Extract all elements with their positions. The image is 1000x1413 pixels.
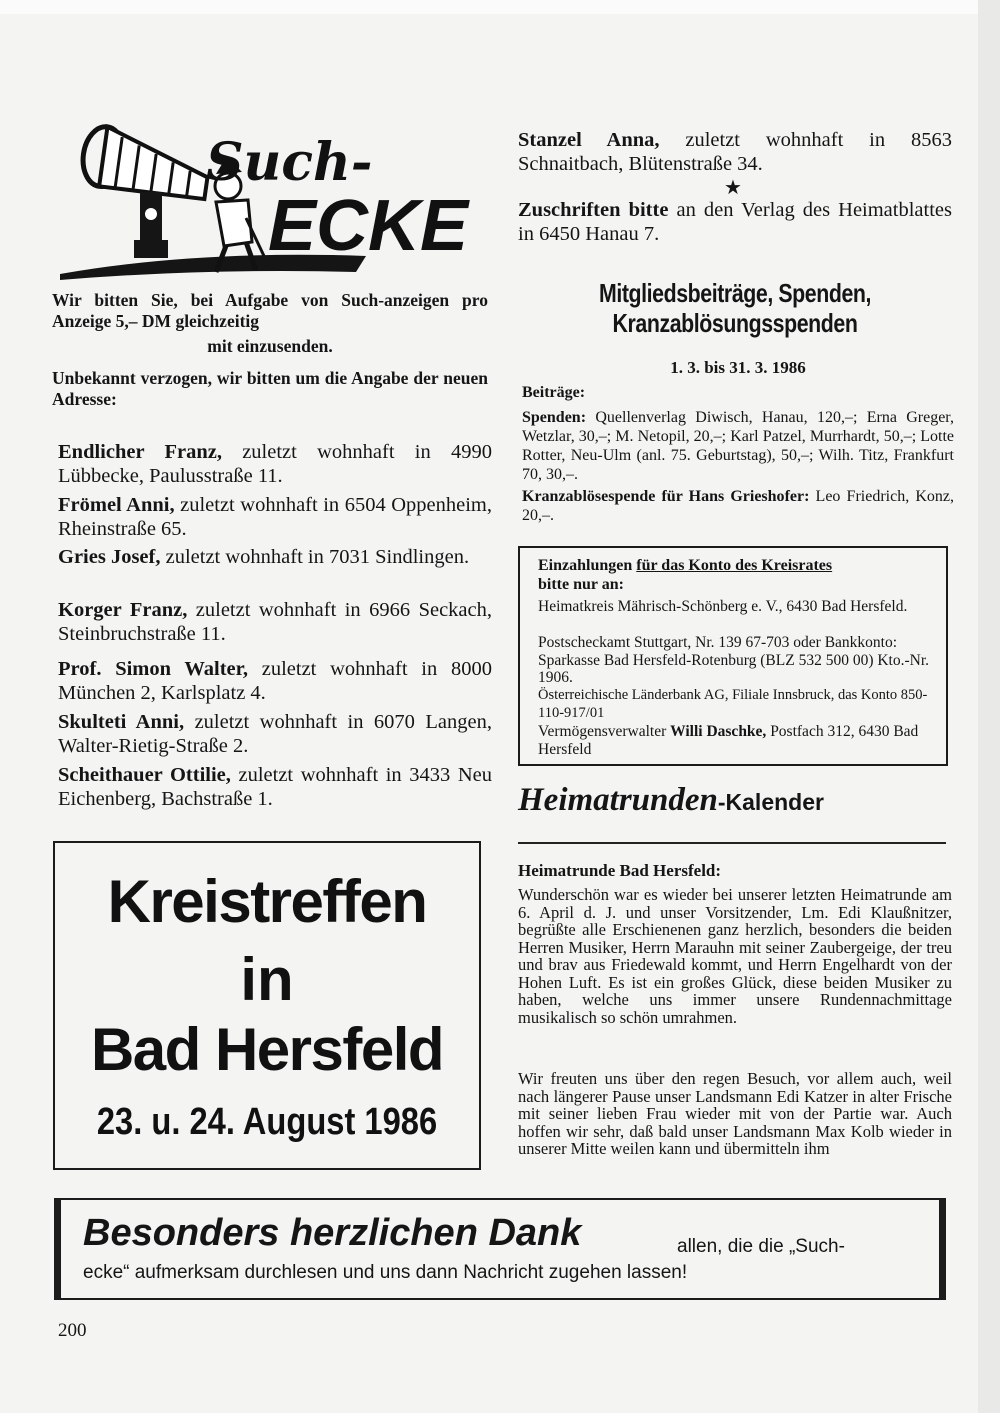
konto-line-4b: Willi Daschke, xyxy=(670,723,767,740)
intro-text-2: mit einzusenden. xyxy=(207,336,333,356)
konto-line-1: Heimatkreis Mährisch-Schönberg e. V., 6430 Bad Hersfeld. xyxy=(538,598,908,615)
scan-top-strip xyxy=(0,0,980,14)
entry-address: zuletzt wohnhaft in 4990 Lübbecke, Paulusstraße 11. xyxy=(58,441,492,487)
entry-name: Skulteti Anni, xyxy=(58,711,185,733)
heimatrunde-paragraph-1: Wunderschön war es wieder bei unserer letzten Heimatrunde am 6. April d. J. und unser Vorsitzender, Lm. Edi Klaußnitzer, begrüßte alle Erschienenen ganz herzlich, besonders die beiden Herren Musiker, Herrn Marauhn mit seiner Zaubergeige, der treu und brav aus Friedewald kommt, und Herrn Engelhardt von der Hohen Luft. Es ist ein großes Glück, diese beiden Musiker zu haben, welche uns immer unsere Rundennachmittage musikalisch so schön umrahmen. xyxy=(518,885,952,1027)
star-icon: ★ xyxy=(724,177,742,199)
konto-line-4 xyxy=(538,723,933,758)
dank-text-2: ecke“ aufmerksam durchlesen und uns dann Nachricht zugehen lassen! xyxy=(83,1262,688,1283)
konto-line-4a: Vermögensverwalter xyxy=(538,723,671,740)
heimatrunden-title-b: -Kalender xyxy=(717,789,824,815)
scan-page-edge xyxy=(978,0,1000,1413)
entry-address: zuletzt wohnhaft in 7031 Sindlingen. xyxy=(160,546,470,568)
dank-headline: Besonders herzlichen Dank xyxy=(83,1212,582,1254)
entry-name: Prof. Simon Walter, xyxy=(58,658,248,680)
entry-address: zuletzt wohnhaft in 8000 München 2, Karlsplatz 4. xyxy=(58,658,492,704)
entry-address: zuletzt wohnhaft in 3433 Neu Eichenberg, Bachstraße 1. xyxy=(58,764,492,810)
search-entry xyxy=(58,546,492,570)
suchecke-logo xyxy=(56,122,486,282)
kreistreffen-date: 23. u. 24. August 1986 xyxy=(96,1101,438,1143)
kranz-text: Leo Friedrich, Konz, 20,–. xyxy=(522,488,954,524)
kranz-label: Kranzablösespende für Hans Grieshofer: xyxy=(522,488,810,505)
kreistreffen-box xyxy=(53,841,481,1170)
mitglied-heading-2: Kranzablösungsspenden xyxy=(612,308,858,338)
konto-lead-2: bitte nur an: xyxy=(538,576,624,593)
entry-name: Korger Franz, xyxy=(58,599,188,621)
kreistreffen-place: Bad Hersfeld xyxy=(90,1016,444,1083)
beitraege-label: Beiträge: xyxy=(522,384,586,401)
search-entry xyxy=(58,711,492,758)
spenden-text: Quellenverlag Diwisch, Hanau, 120,–; Erna Greger, Wetzlar, 30,–; M. Netopil, 20,–; Karl Patzel, Murrhardt, 50,–; Lotte Rotter, Neu-Ulm (anl. 75. Geburtstag), 50,–; Wilh. Titz, Frankfurt 70, 30,–. xyxy=(522,409,954,483)
entry-name: Scheithauer Ottilie, xyxy=(58,764,231,786)
zuschriften-label: Zuschriften bitte xyxy=(518,199,669,221)
heimatrunde-subhead: Heimatrunde Bad Hersfeld: xyxy=(518,861,722,880)
heimatrunden-title-a: Heimatrunden xyxy=(518,782,718,818)
heimatrunden-rule xyxy=(518,842,946,844)
search-entry xyxy=(58,764,492,811)
spenden-label: Spenden: xyxy=(522,409,587,426)
mitglied-period: 1. 3. bis 31. 3. 1986 xyxy=(670,358,806,377)
search-entry xyxy=(58,658,492,705)
konto-box xyxy=(518,546,948,766)
dank-box xyxy=(54,1198,946,1300)
spenden-paragraph xyxy=(522,408,954,484)
heimatrunden-title xyxy=(518,782,948,819)
entry-address: zuletzt wohnhaft in 6966 Seckach, Steinbruchstraße 11. xyxy=(58,599,492,645)
entry-address: zuletzt wohnhaft in 6070 Langen, Walter-Rietig-Straße 2. xyxy=(58,711,492,757)
entry-address: zuletzt wohnhaft in 6504 Oppenheim, Rheinstraße 65. xyxy=(58,494,492,540)
search-entry xyxy=(58,599,492,646)
logo-block-text: ECKE xyxy=(268,186,469,266)
heimatrunde-paragraph-2: Wir freuten uns über den regen Besuch, vor allem auch, weil nach längerer Pause unser Landsmann Edi Katzer in alter Frische mit seiner lieben Frau wieder mit von der Partie war. Auch hoffen wir sehr, daß bald unser Landsmann Max Kolb wieder in unserer Mitte weilen kann und übermitteln ihm xyxy=(518,1069,952,1158)
konto-lead-underlined: für das Konto des Kreisrates xyxy=(636,557,833,574)
entry-address: zuletzt wohnhaft in 8563 Schnaitbach, Blütenstraße 34. xyxy=(518,129,952,175)
entry-name: Gries Josef, xyxy=(58,546,161,568)
intro-text-3: Unbekannt verzogen, wir bitten um die Angabe der neuen Adresse: xyxy=(52,368,488,409)
konto-line-2: Postscheckamt Stuttgart, Nr. 139 67-703 oder Bankkonto: Sparkasse Bad Hersfeld-Rotenburg (BLZ 532 500 00) Kto.-Nr. 1906. xyxy=(538,634,930,686)
kreistreffen-title: Kreistreffen xyxy=(107,868,427,935)
entry-name: Stanzel Anna, xyxy=(518,129,660,151)
entry-name: Endlicher Franz, xyxy=(58,441,222,463)
zuschriften-text: an den Verlag des Heimatblattes in 6450 Hanau 7. xyxy=(518,199,952,245)
konto-lead-text: Einzahlungen xyxy=(538,557,637,574)
stanzel-entry xyxy=(518,129,952,176)
kranz-paragraph xyxy=(522,487,954,525)
zuschriften-note xyxy=(518,199,952,246)
logo-script-text: Such- xyxy=(206,132,373,193)
kreistreffen-in: in xyxy=(240,946,294,1013)
intro-text-1: Wir bitten Sie, bei Aufgabe von Such-anzeigen pro Anzeige 5,– DM gleichzeitig xyxy=(52,290,488,331)
konto-line-3: Österreichische Länderbank AG, Filiale Innsbruck, das Konto 850-110-917/01 xyxy=(538,687,928,721)
search-entry xyxy=(58,441,492,488)
page-number: 200 xyxy=(58,1320,87,1341)
search-entry xyxy=(58,494,492,541)
mitglied-heading-1: Mitgliedsbeiträge, Spenden, xyxy=(598,278,872,308)
konto-lead xyxy=(538,557,933,575)
konto-line-4c: Postfach 312, 6430 Bad Hersfeld xyxy=(538,723,919,758)
entry-name: Frömel Anni, xyxy=(58,494,175,516)
dank-text-1: allen, die die „Such- xyxy=(677,1236,845,1257)
